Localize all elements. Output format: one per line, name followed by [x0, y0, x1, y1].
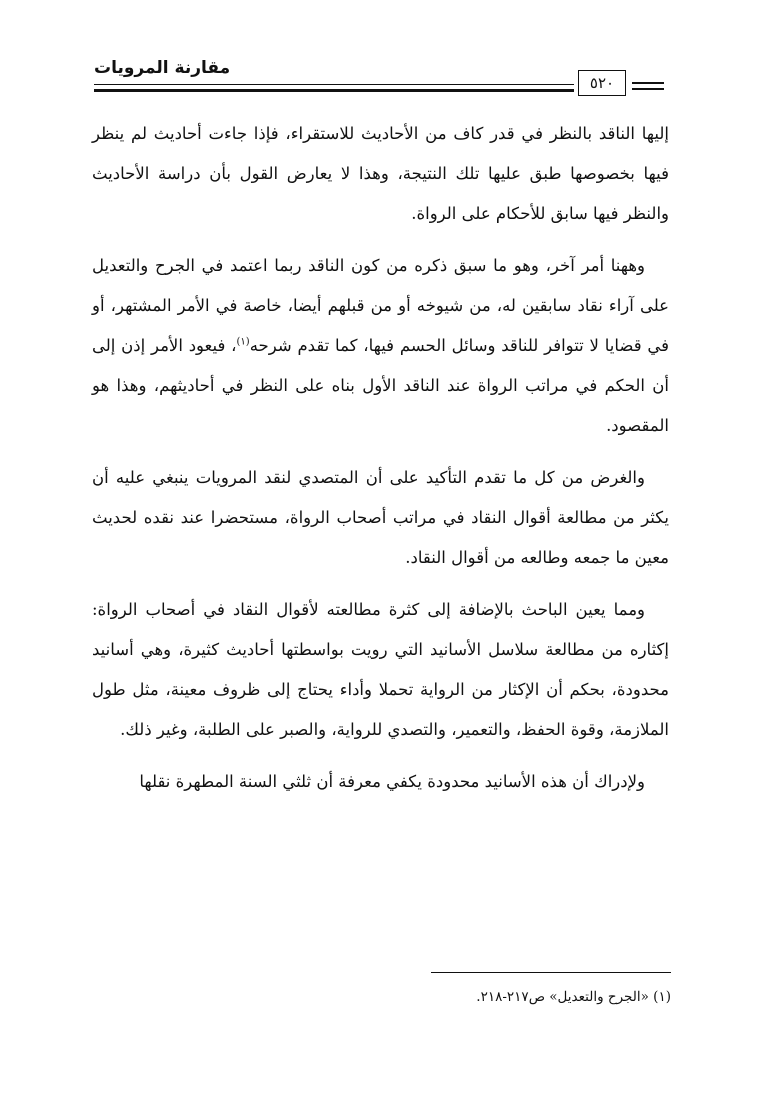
paragraph-2-continuation: ، فيعود الأمر إذن إلى أن الحكم في مراتب الرواة عند الناقد الأول بناه على النظر في أحاديثهم، وهذا هو المقصود.: [92, 336, 669, 435]
body-text: [92, 114, 669, 814]
paragraph-4: ومما يعين الباحث بالإضافة إلى كثرة مطالعته لأقوال النقاد في أصحاب الرواة: إكثاره من مطالعة سلاسل الأسانيد التي رويت بواسطتها أحاديث كثيرة، وهي أسانيد محدودة، بحكم أن الإكثار من الرواية تحملا وأداء يحتاج إلى ظروف معينة، مثل طول الملازمة، وقوة الحفظ، والتعمير، والتصدي للرواية، والصبر على الطلبة، وغير ذلك.: [92, 600, 669, 739]
paragraph-3: والغرض من كل ما تقدم التأكيد على أن المتصدي لنقد المرويات ينبغي عليه أن يكثر من مطالعة أقوال النقاد في مراتب أصحاب الرواة، مستحضرا عند نقده لحديث معين ما جمعه وطالعه من أقوال النقاد.: [92, 468, 669, 567]
page-number: ٥٢٠: [578, 70, 626, 96]
header-rule-thin: [94, 84, 574, 85]
footnote: (١) «الجرح والتعديل» ص٢١٧-٢١٨.: [476, 989, 671, 1005]
paragraph-5: ولإدراك أن هذه الأسانيد محدودة يكفي معرفة أن ثلثي السنة المطهرة نقلها: [139, 772, 645, 791]
paragraph-1: إليها الناقد بالنظر في قدر كاف من الأحاديث للاستقراء، فإذا جاءت أحاديث لم ينظر فيها بخصوصها طبق عليها تلك النتيجة، وهذا لا يعارض القول بأن دراسة الأحاديث والنظر فيها سابق للأحكام على الرواة.: [92, 124, 669, 223]
page-number-rule-bottom: [632, 88, 664, 90]
running-title: مقارنة المرويات: [94, 58, 231, 78]
paragraph-2: [92, 246, 669, 446]
page-number-rule-top: [632, 82, 664, 84]
footnote-separator: [431, 972, 671, 973]
footnote-reference[interactable]: (١): [236, 336, 250, 348]
header-rule-thick: [94, 89, 574, 92]
paragraph-2-text: وههنا أمر آخر، وهو ما سبق ذكره من كون الناقد ربما اعتمد في الجرح والتعديل على آراء نقاد سابقين له، من شيوخه أو من قبلهم أيضا، خاصة في الأمر المشتهر، أو في قضايا لا تتوافر للناقد وسائل الحسم فيها، كما تقدم شرحه: [92, 256, 669, 355]
